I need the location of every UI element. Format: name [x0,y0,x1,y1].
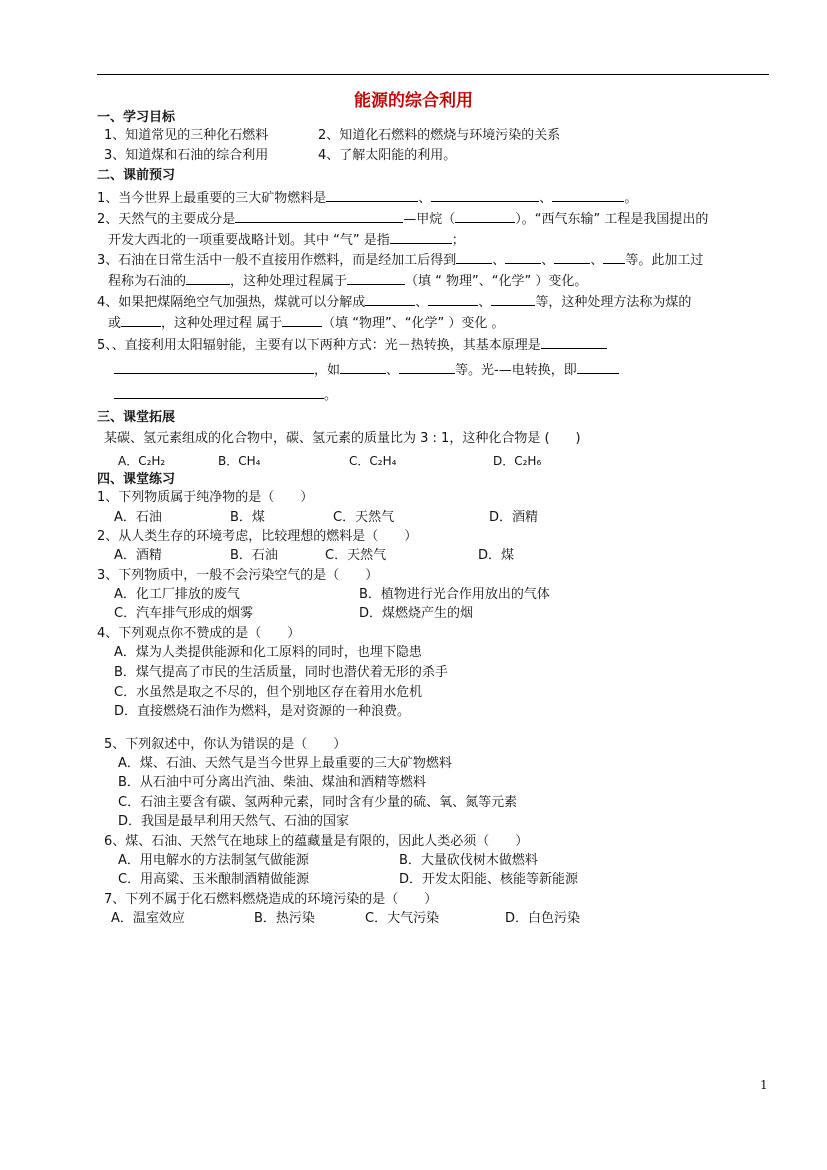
preview-q5-line2: ，如 、 等。光-—电转换，即 [114,360,619,379]
option-b: B．煤气提高了市民的生活质量，同时也潜伏着无形的杀手 [114,665,448,680]
option-b: B．煤 [230,510,265,525]
practice-q6: 6、煤、石油、天然气在地球上的蕴藏量是有限的，因此人类必须（ ） [104,834,529,849]
practice-q1: 1、下列物质属于纯净物的是（ ） [97,490,314,505]
blank [390,230,452,244]
blank [455,209,515,223]
blank [340,360,386,374]
blank [235,209,403,223]
option-c: C．天然气 [333,510,395,525]
goal-2: 2、知道化石燃料的燃烧与环境污染的关系 [318,128,561,143]
practice-q7: 7、下列不属于化石燃料燃烧造成的环境污染的是（ ） [104,892,438,907]
preview-q4-line1: 4、如果把煤隔绝空气加强热，煤就可以分解成 、 、 等，这种处理方法称为煤的 [97,292,691,311]
blank [456,250,492,264]
option-b: B．从石油中可分离出汽油、柴油、煤油和酒精等燃料 [118,775,426,790]
option-d: D．煤 [478,548,515,563]
option-b: B．大量砍伐树木做燃料 [399,853,538,868]
page-title: 能源的综合利用 [354,91,473,111]
preview-q1: 1、当今世界上最重要的三大矿物燃料是 、 、 。 [97,188,637,207]
option-b: B．植物进行光合作用放出的气体 [359,587,550,602]
preview-q4-line2: 或 ，这种处理过程 属于 （填 “物理”、“化学” ）变化 。 [108,313,505,332]
option-a: A．酒精 [114,548,162,563]
section-1-heading: 一、学习目标 [97,110,176,125]
option-a: A．煤为人类提供能源和化工原料的同时，也埋下隐患 [114,645,422,660]
blank [114,360,314,374]
option-a: A．煤、石油、天然气是当今世界上最重要的三大矿物燃料 [118,756,452,771]
blank [552,188,624,202]
preview-q3-line2: 程称为石油的 ，这种处理过程属于 （填 “ 物理”、“化学” ）变化。 [108,271,587,290]
goal-3: 3、知道煤和石油的综合利用 [104,148,269,163]
option-a: A．化工厂排放的废气 [114,587,240,602]
option-a: A．温室效应 [111,911,185,926]
q-text: 1、当今世界上最重要的三大矿物燃料是 [97,191,327,206]
header-rule [97,74,769,75]
option-c: C．石油主要含有碳、氢两种元素，同时含有少量的硫、氧、氮等元素 [118,795,518,810]
option-d: D．煤燃烧产生的烟 [359,606,474,621]
blank [554,250,590,264]
practice-q5: 5、下列叙述中，你认为错误的是（ ） [104,737,347,752]
blank [505,250,541,264]
option-d: D．C₂H₆ [493,454,542,468]
goal-4: 4、了解太阳能的利用。 [318,148,457,163]
section-4-heading: 四、课堂练习 [97,472,176,487]
goal-1: 1、知道常见的三种化石燃料 [104,128,269,143]
practice-q4: 4、下列观点你不赞成的是（ ） [97,626,301,641]
blank [603,250,625,264]
section-2-heading: 二、课前预习 [97,168,176,183]
option-a: A．石油 [114,510,162,525]
option-c: C．C₂H₄ [349,454,397,468]
blank [114,385,324,399]
blank [399,360,455,374]
option-a: A．C₂H₂ [118,454,166,468]
preview-q3-line1: 3、石油在日常生活中一般不直接用作燃料，而是经加工后得到 、 、 、 等。此加工过 [97,250,703,269]
blank [326,188,418,202]
practice-q2: 2、从人类生存的环境考虑，比较理想的燃料是（ ） [97,529,418,544]
option-d: D．直接燃烧石油作为燃料，是对资源的一种浪费。 [114,704,411,719]
preview-q2-line1: 2、天然气的主要成分是 —甲烷（ ）。“西气东输” 工程是我国提出的 [97,209,708,228]
option-c: C．天然气 [325,548,387,563]
option-c: C．水虽然是取之不尽的，但个别地区存在着用水危机 [114,685,423,700]
blank [186,271,230,285]
blank [491,292,535,306]
blank [365,292,415,306]
page-number: 1 [760,1078,768,1092]
option-c: C．大气污染 [365,911,440,926]
blank [541,335,607,349]
option-d: D．酒精 [489,510,539,525]
practice-q3: 3、下列物质中，一般不会污染空气的是（ ） [97,568,379,583]
extension-question: 某碳、氢元素组成的化合物中，碳、氢元素的质量比为 3 : 1，这种化合物是 ( ) [104,431,581,446]
preview-q2-line2: 开发大西北的一项重要战略计划。其中 “气” 是指 ； [108,230,465,249]
option-b: B．CH₄ [218,454,261,468]
option-a: A．用电解水的方法制氢气做能源 [118,853,309,868]
option-b: B．热污染 [254,911,315,926]
blank [431,188,539,202]
preview-q5-line1: 5、、直接利用太阳辐射能，主要有以下两种方式：光－热转换，其基本原理是 [97,335,607,354]
blank [121,313,161,327]
option-d: D．我国是最早利用天然气、石油的国家 [118,814,350,829]
section-3-heading: 三、课堂拓展 [97,410,176,425]
blank [282,313,322,327]
blank [428,292,478,306]
option-c: C．用高粱、玉米酿制酒精做能源 [118,872,310,887]
option-d: D．开发太阳能、核能等新能源 [399,872,579,887]
preview-q5-line3: 。 [114,385,337,404]
option-c: C．汽车排气形成的烟雾 [114,606,254,621]
blank [347,271,405,285]
blank [577,360,619,374]
option-b: B．石油 [230,548,278,563]
option-d: D．白色污染 [505,911,581,926]
